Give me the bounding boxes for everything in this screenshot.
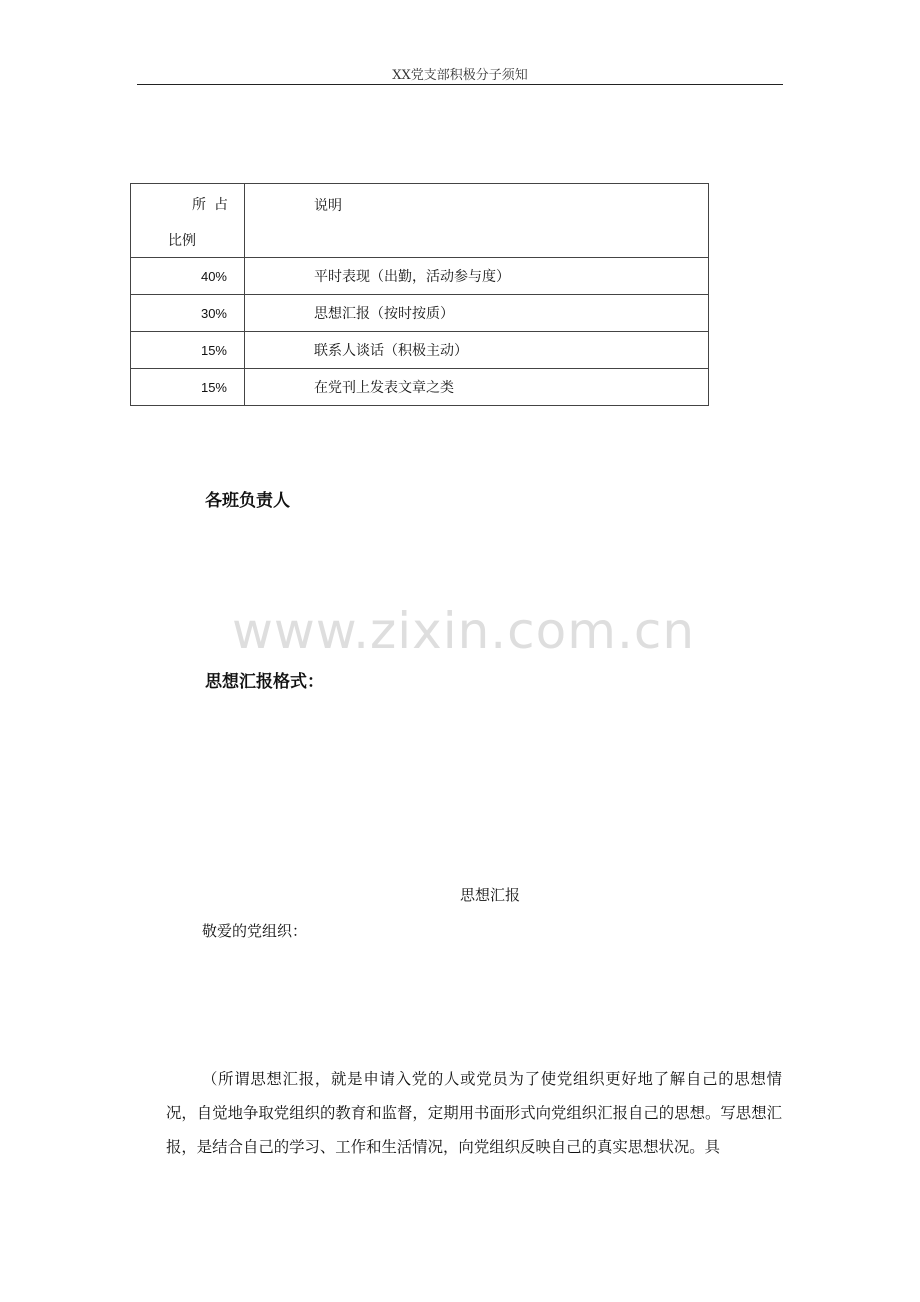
watermark: www.zixin.com.cn xyxy=(232,602,696,660)
table-row xyxy=(131,295,709,332)
section-heading-leaders: 各班负责人 xyxy=(205,491,290,511)
percent-cell: 40% xyxy=(131,258,245,295)
table-row xyxy=(131,332,709,369)
description-cell: 思想汇报（按时按质） xyxy=(245,295,709,332)
header-description-label: 说明 xyxy=(314,198,342,214)
header-ratio-line1: 所占 xyxy=(192,197,236,213)
header-cell-description xyxy=(245,184,709,258)
header-cell-ratio xyxy=(131,184,245,258)
description-cell: 平时表现（出勤，活动参与度） xyxy=(245,258,709,295)
percent-cell: 30% xyxy=(131,295,245,332)
report-salutation: 敬爱的党组织： xyxy=(202,922,308,940)
report-title: 思想汇报 xyxy=(459,886,520,904)
description-cell: 联系人谈话（积极主动） xyxy=(245,332,709,369)
page-header-title: XX党支部积极分子须知 xyxy=(392,68,528,83)
description-cell: 在党刊上发表文章之类 xyxy=(245,369,709,406)
header-divider xyxy=(137,84,783,85)
percent-cell: 15% xyxy=(131,369,245,406)
table-row xyxy=(131,369,709,406)
table-row xyxy=(131,258,709,295)
section-heading-report-format: 思想汇报格式： xyxy=(205,672,324,692)
table-header-row xyxy=(131,184,709,258)
percent-cell: 15% xyxy=(131,332,245,369)
score-ratio-table xyxy=(130,183,709,406)
header-ratio-line2: 比例 xyxy=(168,233,196,249)
report-body-paragraph: （所谓思想汇报，就是申请入党的人或党员为了使党组织更好地了解自己的思想情况，自觉地争取党组织的教育和监督，定期用书面形式向党组织汇报自己的思想。写思想汇报，是结合自己的学习、工作和生活情况，向党组织反映自己的真实思想状况。具 xyxy=(166,1070,782,1156)
